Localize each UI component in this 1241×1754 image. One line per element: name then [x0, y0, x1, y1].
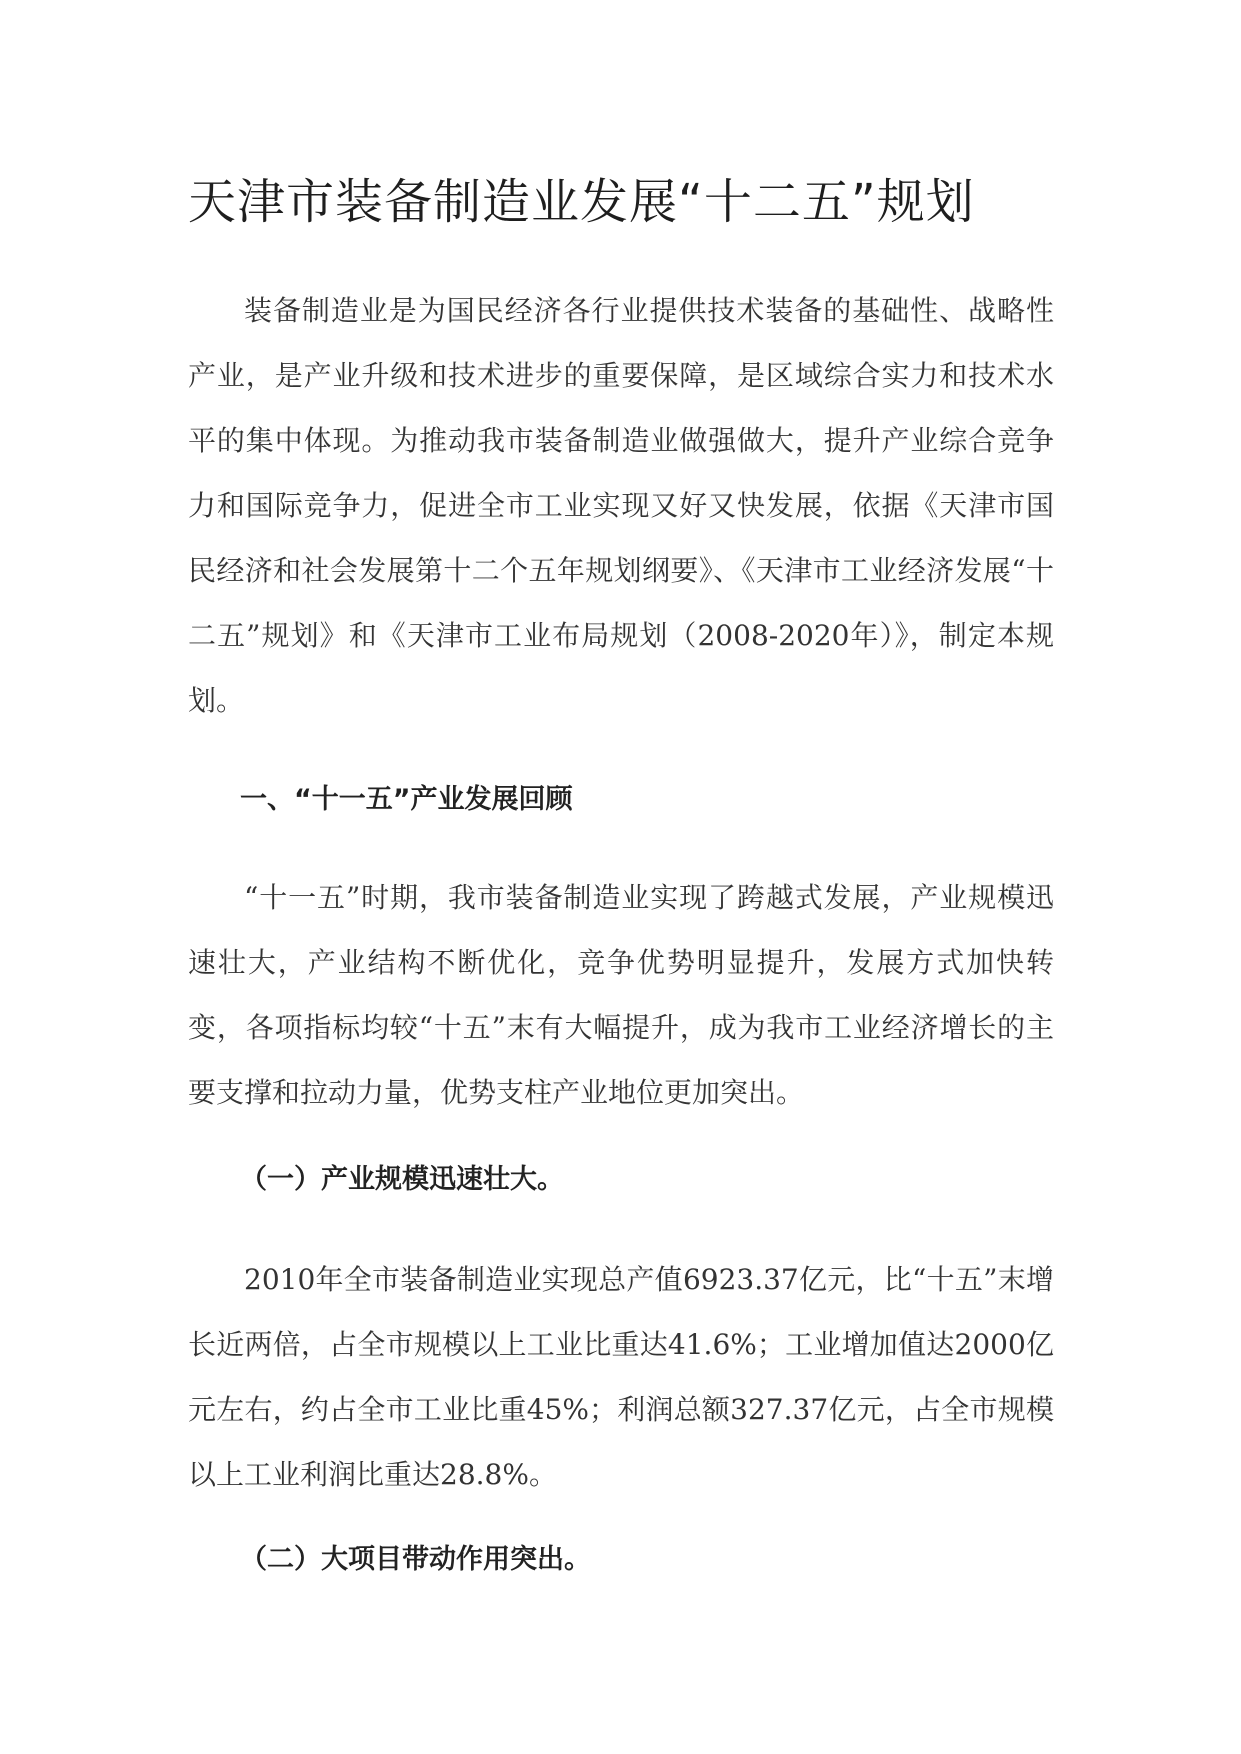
subsection-heading-projects: （二）大项目带动作用突出。 [240, 1544, 591, 1575]
scale-paragraph: 2010年全市装备制造业实现总产值6923.37亿元，比“十五”末增长近两倍，占全市规模以上工业比重达41.6%；工业增加值达2000亿元左右，约占全市工业比重45%；利润总额327.37亿元，占全市规模以上工业利润比重达28.8%。 [188, 1263, 1054, 1491]
subsection-heading-scale: （一）产业规模迅速壮大。 [240, 1164, 564, 1195]
review-paragraph: “十一五”时期，我市装备制造业实现了跨越式发展，产业规模迅速壮大，产业结构不断优化，竞争优势明显提升，发展方式加快转变，各项指标均较“十五”末有大幅提升，成为我市工业经济增长的主要支撑和拉动力量，优势支柱产业地位更加突出。 [188, 881, 1054, 1109]
section-heading-review: 一、“十一五”产业发展回顾 [240, 784, 573, 815]
document-title: 天津市装备制造业发展“十二五”规划 [188, 174, 975, 230]
intro-paragraph: 装备制造业是为国民经济各行业提供技术装备的基础性、战略性产业，是产业升级和技术进步的重要保障，是区域综合实力和技术水平的集中体现。为推动我市装备制造业做强做大，提升产业综合竞争力和国际竞争力，促进全市工业实现又好又快发展，依据《天津市国民经济和社会发展第十二个五年规划纲要》、《天津市工业经济发展“十二五”规划》和《天津市工业布局规划（2008-2020年）》，制定本规划。 [188, 294, 1054, 717]
